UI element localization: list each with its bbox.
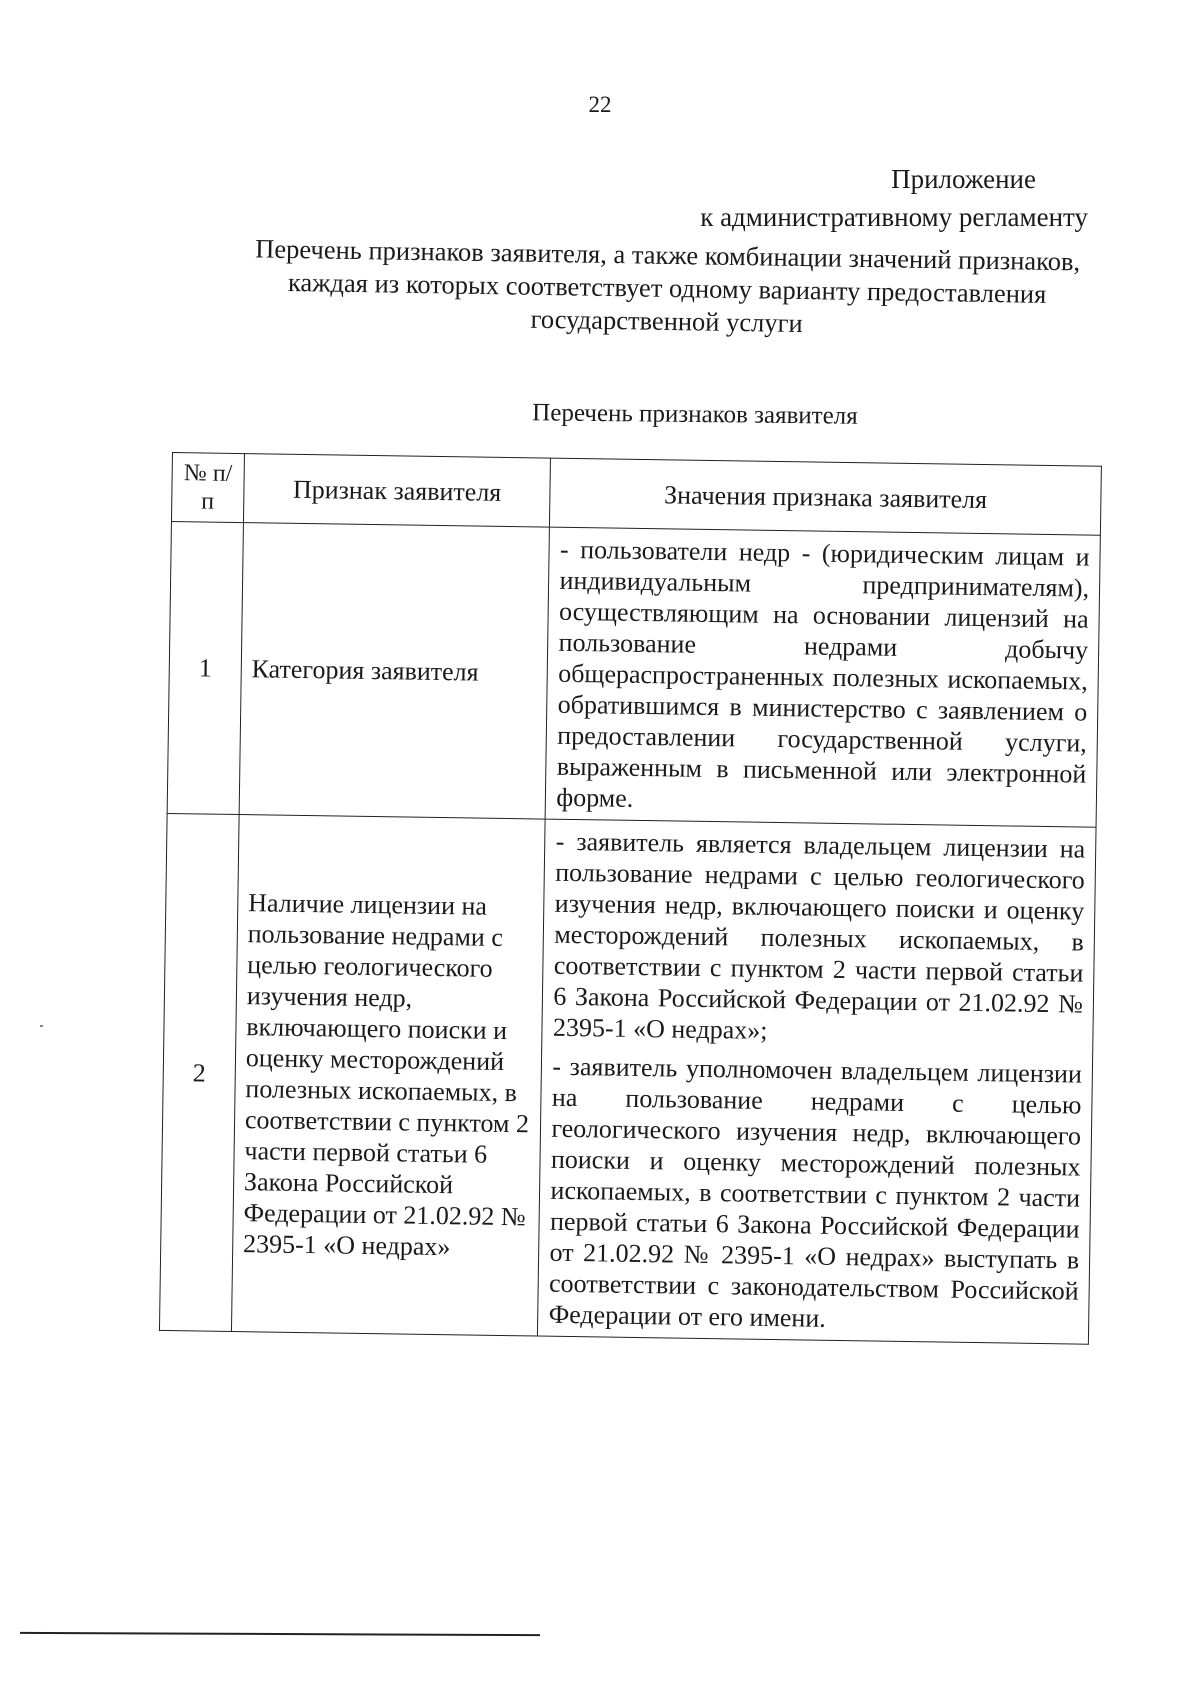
page-number: 22 <box>588 92 612 117</box>
section-title: Перечень признаков заявителя <box>532 399 858 430</box>
appendix-reference: к административному регламенту <box>700 202 1088 232</box>
document-title: Перечень признаков заявителя, а также комбинации значений признаков, каждая из которых соответствует одному варианту предоставления государственной услуги <box>255 233 1081 339</box>
value-paragraph: - заявитель является владельцем лицензии на пользование недрами с целью геологического изучения недр, включающего поиски и оценку месторождений полезных ископаемых, в соответствии с пунктом 2 части первой статьи 6 Закона Российской Федерации от 21.02.92 № 2395-1 «О недрах»; <box>552 826 1086 1045</box>
value-paragraph: - пользователи недр - (юридическим лицам и индивидуальным предпринимателям), осуществляющим на основании лицензий на пользование недрами добычу общераспространенных полезных ископаемых, обратившимся в министерство с заявлением о предоставлении государственной услуги, выраженным в письменной или электронной форме. <box>556 534 1090 813</box>
row-number: 1 <box>167 521 243 814</box>
header-number: № п/п <box>171 453 244 523</box>
header-values: Значения признака заявителя <box>550 458 1102 535</box>
row-number: 2 <box>159 813 239 1331</box>
table-row <box>159 813 1096 1344</box>
header-attribute: Признак заявителя <box>243 454 551 528</box>
footer-rule <box>20 1632 540 1636</box>
table-row <box>167 521 1100 827</box>
appendix-label: Приложение <box>891 164 1036 194</box>
row-attribute: Категория заявителя <box>239 523 550 820</box>
appendix-heading <box>700 160 1088 236</box>
scan-artifact <box>40 1025 43 1027</box>
attributes-table-container <box>159 452 1102 1345</box>
row-values <box>538 819 1096 1344</box>
value-paragraph: - заявитель уполномочен владельцем лицензии на пользование недрами с целью геологического изучения недр, включающего поиски и оценку месторождений полезных ископаемых, в соответствии с пунктом 2 части первой статьи 6 Закона Российской Федерации от 21.02.92 № 2395-1 «О недрах» выступать в соответствии с законодательством Российской Федерации от его имени. <box>548 1051 1083 1333</box>
row-attribute: Наличие лицензии на пользование недрами с целью геологического изучения недр, включающего поиски и оценку месторождений полезных ископаемых, в соответствии с пунктом 2 части первой статьи 6 Закона Российской Федерации от 21.02.92 № 2395-1 «О недрах» <box>231 815 545 1336</box>
attributes-table <box>159 452 1102 1345</box>
row-values <box>546 527 1101 827</box>
